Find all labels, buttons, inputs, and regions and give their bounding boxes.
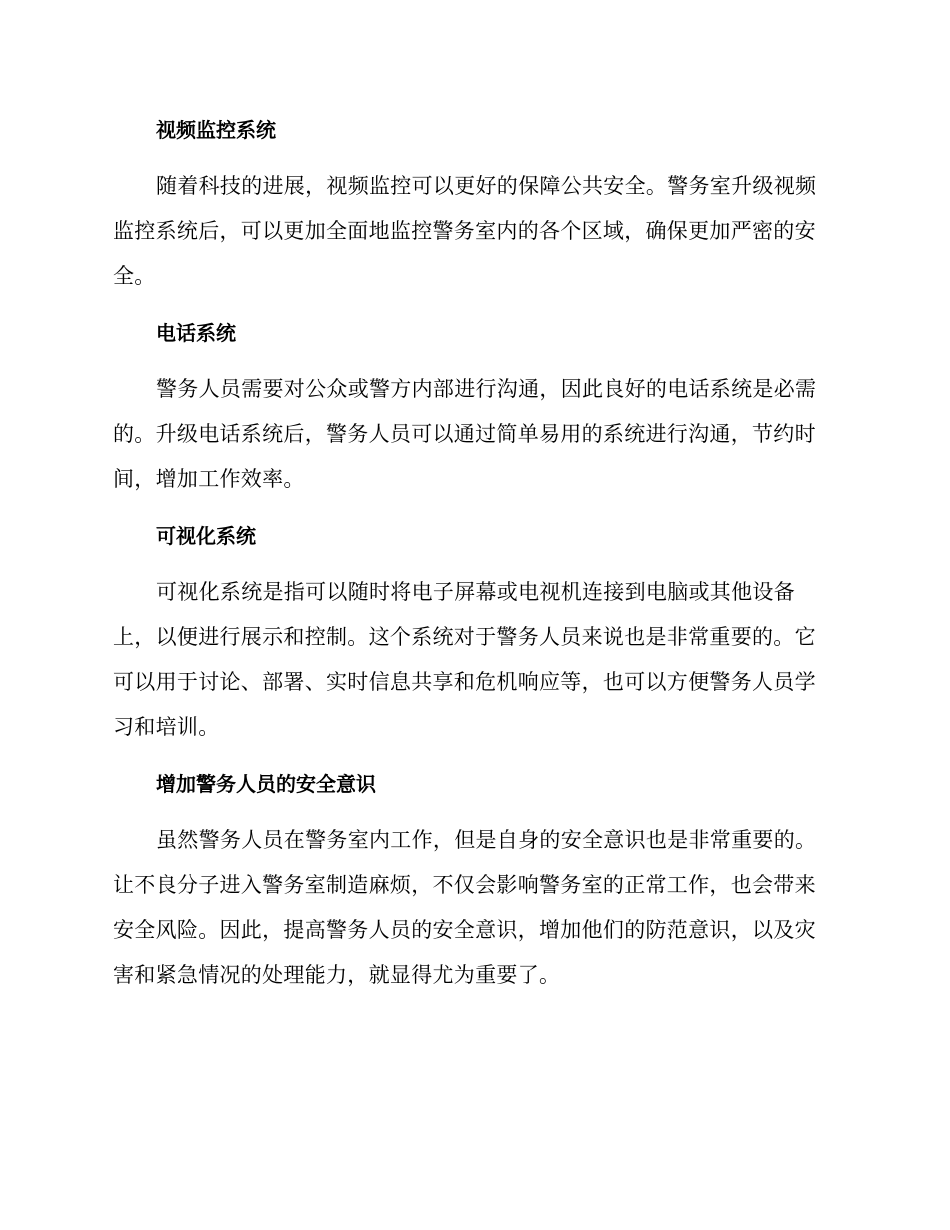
section-heading: 视频监控系统 xyxy=(156,118,276,142)
section-safety-awareness xyxy=(113,762,833,998)
document-body xyxy=(113,108,833,1010)
section-video-surveillance xyxy=(113,108,833,299)
section-paragraph: 虽然警务人员在警务室内工作，但是自身的安全意识也是非常重要的。让不良分子进入警务室制造麻烦，不仅会影响警务室的正常工作，也会带来安全风险。因此，提高警务人员的安全意识，增加他们的防范意识，以及灾害和紧急情况的处理能力，就显得尤为重要了。 xyxy=(113,828,817,987)
section-heading: 增加警务人员的安全意识 xyxy=(156,772,376,796)
section-telephone-system xyxy=(113,311,833,502)
section-visualization-system xyxy=(113,514,833,750)
section-paragraph: 随着科技的进展，视频监控可以更好的保障公共安全。警务室升级视频监控系统后，可以更加全面地监控警务室内的各个区域，确保更加严密的安全。 xyxy=(113,174,817,288)
section-heading: 电话系统 xyxy=(156,321,236,345)
section-paragraph: 警务人员需要对公众或警方内部进行沟通，因此良好的电话系统是必需的。升级电话系统后，警务人员可以通过简单易用的系统进行沟通，节约时间，增加工作效率。 xyxy=(113,377,817,491)
section-heading: 可视化系统 xyxy=(156,524,256,548)
section-paragraph: 可视化系统是指可以随时将电子屏幕或电视机连接到电脑或其他设备上，以便进行展示和控制。这个系统对于警务人员来说也是非常重要的。它可以用于讨论、部署、实时信息共享和危机响应等，也可以方便警务人员学习和培训。 xyxy=(113,580,816,739)
